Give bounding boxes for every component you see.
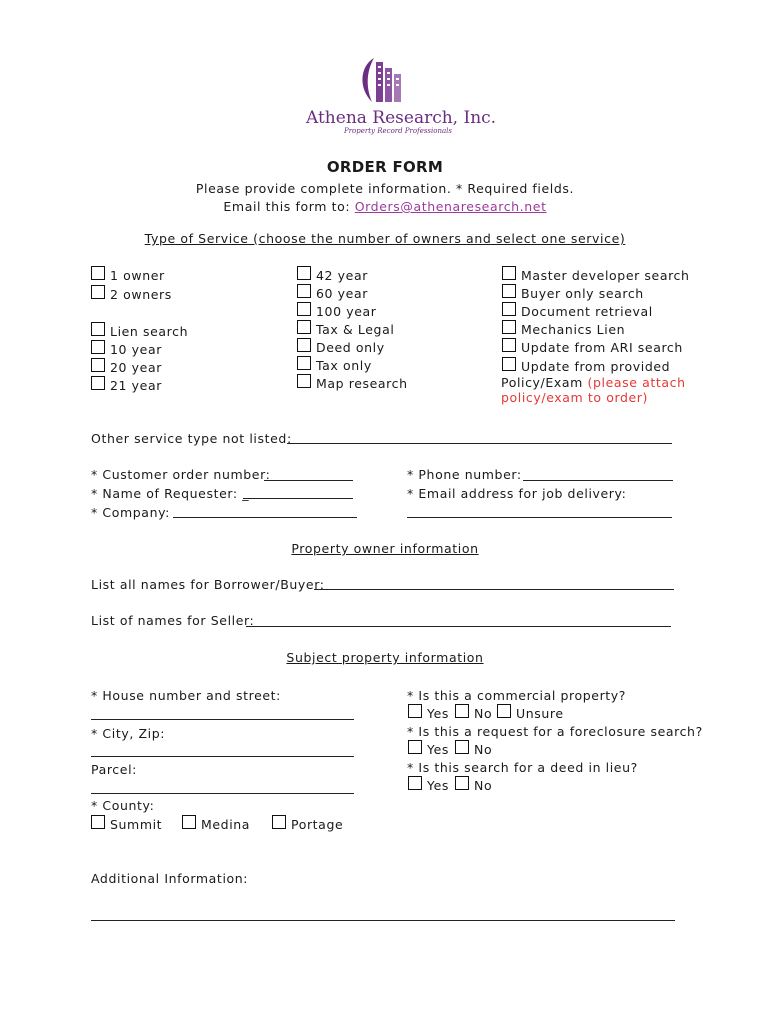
option-label: Buyer only search — [521, 286, 644, 301]
parcel-field[interactable] — [91, 793, 354, 794]
checkbox-mechanics-lien[interactable] — [502, 320, 516, 334]
other-service-label: Other service type not listed: — [91, 431, 292, 446]
option-label: Tax & Legal — [316, 322, 395, 337]
checkbox-60-year[interactable] — [297, 284, 311, 298]
checkbox-deed-no[interactable] — [455, 776, 469, 790]
option-label: Deed only — [316, 340, 385, 355]
option-label: Master developer search — [521, 268, 690, 283]
option-label: 42 year — [316, 268, 368, 283]
borrower-field[interactable] — [314, 589, 674, 590]
seller-label: List of names for Seller: — [91, 613, 255, 628]
order-number-label: * Customer order number: — [91, 467, 271, 482]
option-label: Mechanics Lien — [521, 322, 626, 337]
checkbox-deed-yes[interactable] — [408, 776, 422, 790]
logo-building-icon — [356, 52, 412, 108]
checkbox-buyer-only[interactable] — [502, 284, 516, 298]
policy-exam-label: Policy/Exam — [501, 375, 588, 390]
unsure-label: Unsure — [516, 706, 564, 721]
county-option-label: Medina — [201, 817, 251, 832]
email-delivery-field[interactable] — [407, 517, 672, 518]
city-zip-field[interactable] — [91, 756, 354, 757]
option-label: 10 year — [110, 342, 162, 357]
company-label: * Company: — [91, 505, 170, 520]
option-label: 100 year — [316, 304, 377, 319]
checkbox-1-owner[interactable] — [91, 266, 105, 280]
option-label: 2 owners — [110, 287, 172, 302]
commercial-question: * Is this a commercial property? — [407, 688, 627, 703]
requester-label: * Name of Requester: _ — [91, 486, 250, 501]
phone-field[interactable] — [523, 480, 673, 481]
no-label: No — [474, 778, 493, 793]
checkbox-master-developer[interactable] — [502, 266, 516, 280]
yes-label: Yes — [427, 742, 449, 757]
checkbox-commercial-yes[interactable] — [408, 704, 422, 718]
county-label: * County: — [91, 798, 155, 813]
order-number-field[interactable] — [264, 480, 353, 481]
county-option-label: Portage — [291, 817, 344, 832]
policy-attach-note-2: policy/exam to order) — [501, 390, 649, 405]
no-label: No — [474, 706, 493, 721]
checkbox-medina[interactable] — [182, 815, 196, 829]
borrower-label: List all names for Borrower/Buyer: — [91, 577, 325, 592]
subject-heading: Subject property information — [286, 650, 484, 665]
city-zip-label: * City, Zip: — [91, 726, 166, 741]
no-label: No — [474, 742, 493, 757]
owner-info-heading: Property owner information — [291, 541, 479, 556]
option-label: Document retrieval — [521, 304, 653, 319]
phone-label: * Phone number: — [407, 467, 522, 482]
additional-info-field[interactable] — [91, 920, 675, 921]
checkbox-commercial-unsure[interactable] — [497, 704, 511, 718]
checkbox-portage[interactable] — [272, 815, 286, 829]
option-label: Update from ARI search — [521, 340, 683, 355]
yes-label: Yes — [427, 778, 449, 793]
address-label: * House number and street: — [91, 688, 281, 703]
address-field[interactable] — [91, 719, 354, 720]
yes-label: Yes — [427, 706, 449, 721]
checkbox-commercial-no[interactable] — [455, 704, 469, 718]
deed-in-lieu-question: * Is this search for a deed in lieu? — [407, 760, 638, 775]
orders-email-link[interactable]: Orders@athenaresearch.net — [354, 199, 547, 214]
email-delivery-label: * Email address for job delivery: — [407, 486, 627, 501]
checkbox-lien-search[interactable] — [91, 322, 105, 336]
company-field[interactable] — [173, 517, 357, 518]
county-option-label: Summit — [110, 817, 163, 832]
option-label: Update from provided — [521, 359, 671, 374]
checkbox-20-year[interactable] — [91, 358, 105, 372]
policy-attach-note: (please attach — [587, 375, 686, 390]
checkbox-document-retrieval[interactable] — [502, 302, 516, 316]
checkbox-deed-only[interactable] — [297, 338, 311, 352]
brand-tagline: Property Record Professionals — [344, 127, 452, 135]
checkbox-10-year[interactable] — [91, 340, 105, 354]
brand-name: Athena Research, Inc. — [306, 108, 497, 128]
policy-exam-line — [501, 375, 686, 390]
other-service-field[interactable] — [287, 443, 672, 444]
page-title: ORDER FORM — [326, 158, 444, 176]
option-label: Tax only — [316, 358, 372, 373]
intro-text: Please provide complete information. * Required fields. — [195, 181, 575, 196]
checkbox-2-owners[interactable] — [91, 285, 105, 299]
checkbox-map-research[interactable] — [297, 374, 311, 388]
additional-info-label: Additional Information: — [91, 871, 249, 886]
checkbox-tax-legal[interactable] — [297, 320, 311, 334]
email-line — [0, 199, 770, 214]
option-label: 60 year — [316, 286, 368, 301]
option-label: Map research — [316, 376, 408, 391]
option-label: 21 year — [110, 378, 162, 393]
checkbox-foreclosure-no[interactable] — [455, 740, 469, 754]
requester-field[interactable] — [243, 498, 353, 499]
option-label: 1 owner — [110, 268, 165, 283]
checkbox-summit[interactable] — [91, 815, 105, 829]
checkbox-42-year[interactable] — [297, 266, 311, 280]
option-label: 20 year — [110, 360, 162, 375]
foreclosure-question: * Is this a request for a foreclosure search? — [407, 724, 703, 739]
seller-field[interactable] — [246, 626, 671, 627]
checkbox-foreclosure-yes[interactable] — [408, 740, 422, 754]
option-label: Lien search — [110, 324, 189, 339]
checkbox-tax-only[interactable] — [297, 356, 311, 370]
parcel-label: Parcel: — [91, 762, 137, 777]
checkbox-update-ari[interactable] — [502, 338, 516, 352]
service-heading: Type of Service (choose the number of owners and select one service) — [144, 231, 626, 246]
checkbox-update-provided[interactable] — [502, 357, 516, 371]
checkbox-21-year[interactable] — [91, 376, 105, 390]
email-prefix: Email this form to: — [223, 199, 355, 214]
checkbox-100-year[interactable] — [297, 302, 311, 316]
